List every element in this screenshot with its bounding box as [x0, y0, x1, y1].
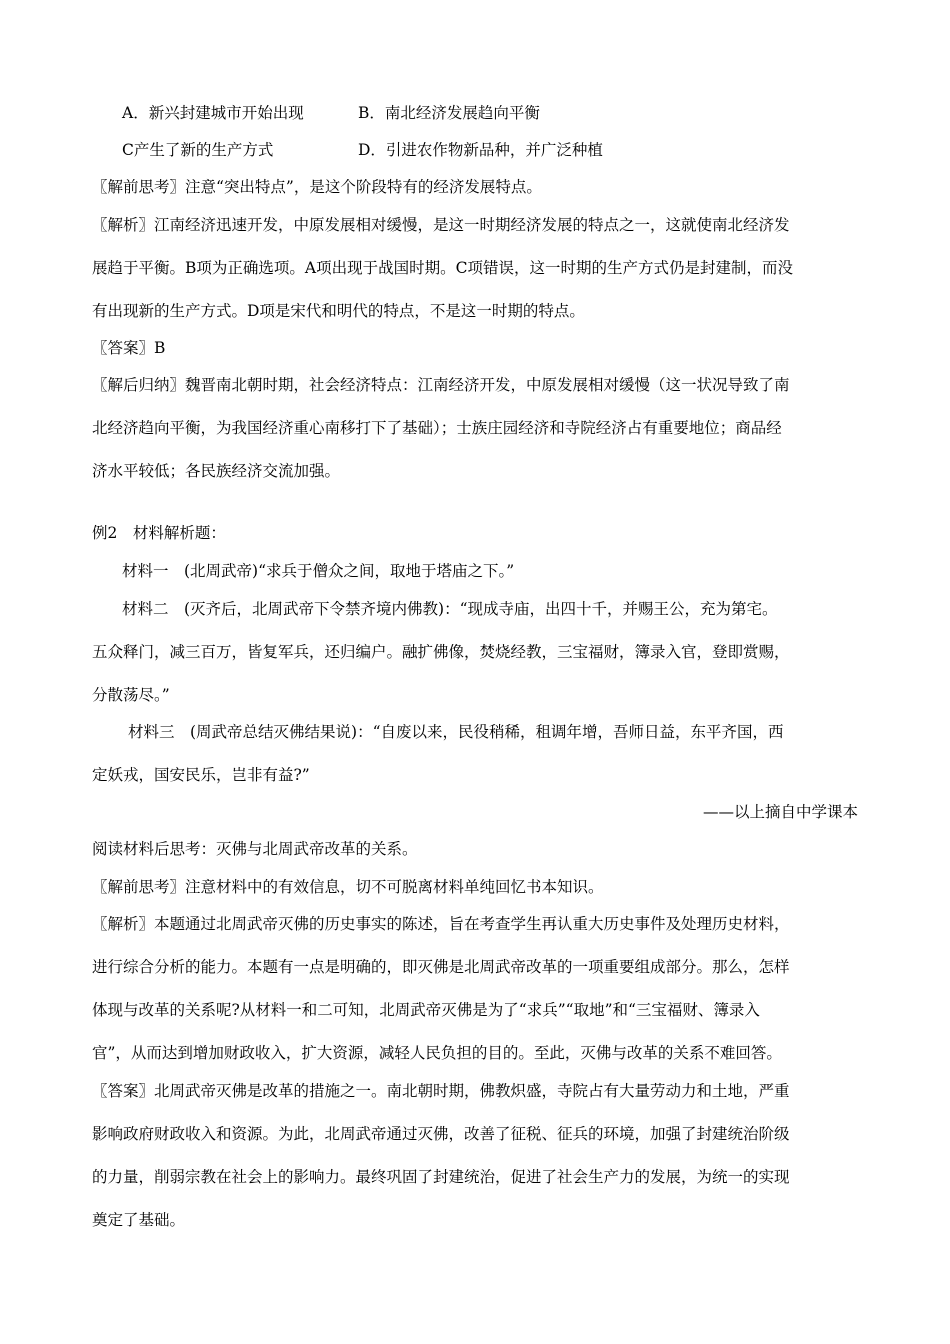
- ex2-question: 阅读材料后思考：灭佛与北周武帝改革的关系。: [92, 840, 418, 858]
- ex2-answer-line: 奠定了基础。: [92, 1211, 186, 1229]
- ex1-think: 〖解前思考〗注意“突出特点”，是这个阶段特有的经济发展特点。: [92, 178, 542, 196]
- ex2-answer-line: 影响政府财政收入和资源。为此，北周武帝通过灭佛，改善了征税、征兵的环境，加强了封建统治阶级: [92, 1125, 790, 1143]
- option-d: D．引进农作物新品种，并广泛种植: [358, 141, 603, 159]
- ex2-analysis-line: 进行综合分析的能力。本题有一点是明确的，即灭佛是北周武帝改革的一项重要组成部分。那么，怎样: [92, 958, 790, 976]
- ex2-material-2-line: 分散荡尽。”: [92, 686, 170, 704]
- ex2-think: 〖解前思考〗注意材料中的有效信息，切不可脱离材料单纯回忆书本知识。: [92, 878, 604, 896]
- ex1-answer: 〖答案〗B: [92, 339, 166, 357]
- ex2-material-3-line: 定妖戎，国安民乐，岂非有益?”: [92, 766, 310, 784]
- option-a: A．新兴封建城市开始出现: [122, 104, 304, 122]
- ex1-summary-line: 北经济趋向平衡，为我国经济重心南移打下了基础）；士族庄园经济和寺院经济占有重要地位；商品经: [92, 419, 782, 437]
- option-b: B．南北经济发展趋向平衡: [358, 104, 540, 122]
- option-row-cd: [122, 140, 603, 160]
- ex2-answer-line: 的力量，削弱宗教在社会上的影响力。最终巩固了封建统治，促进了社会生产力的发展，为统一的实现: [92, 1168, 790, 1186]
- ex2-source: ——以上摘自中学课本: [702, 803, 858, 821]
- ex2-material-2-line: 五众释门，减三百万，皆复军兵，还归编户。融扩佛像，焚烧经教，三宝福财，簿录入官，登即赏赐，: [92, 643, 790, 661]
- ex2-material-1: 材料一 (北周武帝)“求兵于僧众之间，取地于塔庙之下。”: [122, 562, 515, 580]
- option-c: C产生了新的生产方式: [122, 141, 274, 159]
- ex2-material-2-line: 材料二 (灭齐后，北周武帝下令禁齐境内佛教)：“现成寺庙，出四十千，并赐王公，充为第宅。: [122, 600, 778, 618]
- ex2-material-3-line: 材料三 (周武帝总结灭佛结果说)：“自废以来，民役稍稀，租调年增，吾师日益，东平齐国，西: [128, 723, 784, 741]
- ex2-analysis-line: 〖解析〗本题通过北周武帝灭佛的历史事实的陈述，旨在考查学生再认重大历史事件及处理历史材料，: [92, 915, 790, 933]
- ex2-answer-line: 〖答案〗北周武帝灭佛是改革的措施之一。南北朝时期，佛教炽盛，寺院占有大量劳动力和土地，严重: [92, 1082, 790, 1100]
- ex2-title: 例2 材料解析题：: [92, 524, 226, 542]
- ex1-analysis-line: 〖解析〗江南经济迅速开发，中原发展相对缓慢，是这一时期经济发展的特点之一，这就使南北经济发: [92, 216, 790, 234]
- ex1-analysis-line: 展趋于平衡。B项为正确选项。A项出现于战国时期。C项错误，这一时期的生产方式仍是封建制，而没: [92, 259, 793, 277]
- ex1-analysis-line: 有出现新的生产方式。D项是宋代和明代的特点，不是这一时期的特点。: [92, 302, 585, 320]
- ex1-summary-line: 〖解后归纳〗魏晋南北朝时期，社会经济特点：江南经济开发，中原发展相对缓慢（这一状况导致了南: [92, 376, 790, 394]
- option-row-ab: [122, 103, 540, 123]
- ex2-analysis-line: 体现与改革的关系呢?从材料一和二可知，北周武帝灭佛是为了“求兵”“取地”和“三宝福财、簿录入: [92, 1001, 760, 1019]
- ex1-summary-line: 济水平较低；各民族经济交流加强。: [92, 462, 341, 480]
- ex2-analysis-line: 官”，从而达到增加财政收入，扩大资源，减轻人民负担的目的。至此，灭佛与改革的关系不难回答。: [92, 1044, 782, 1062]
